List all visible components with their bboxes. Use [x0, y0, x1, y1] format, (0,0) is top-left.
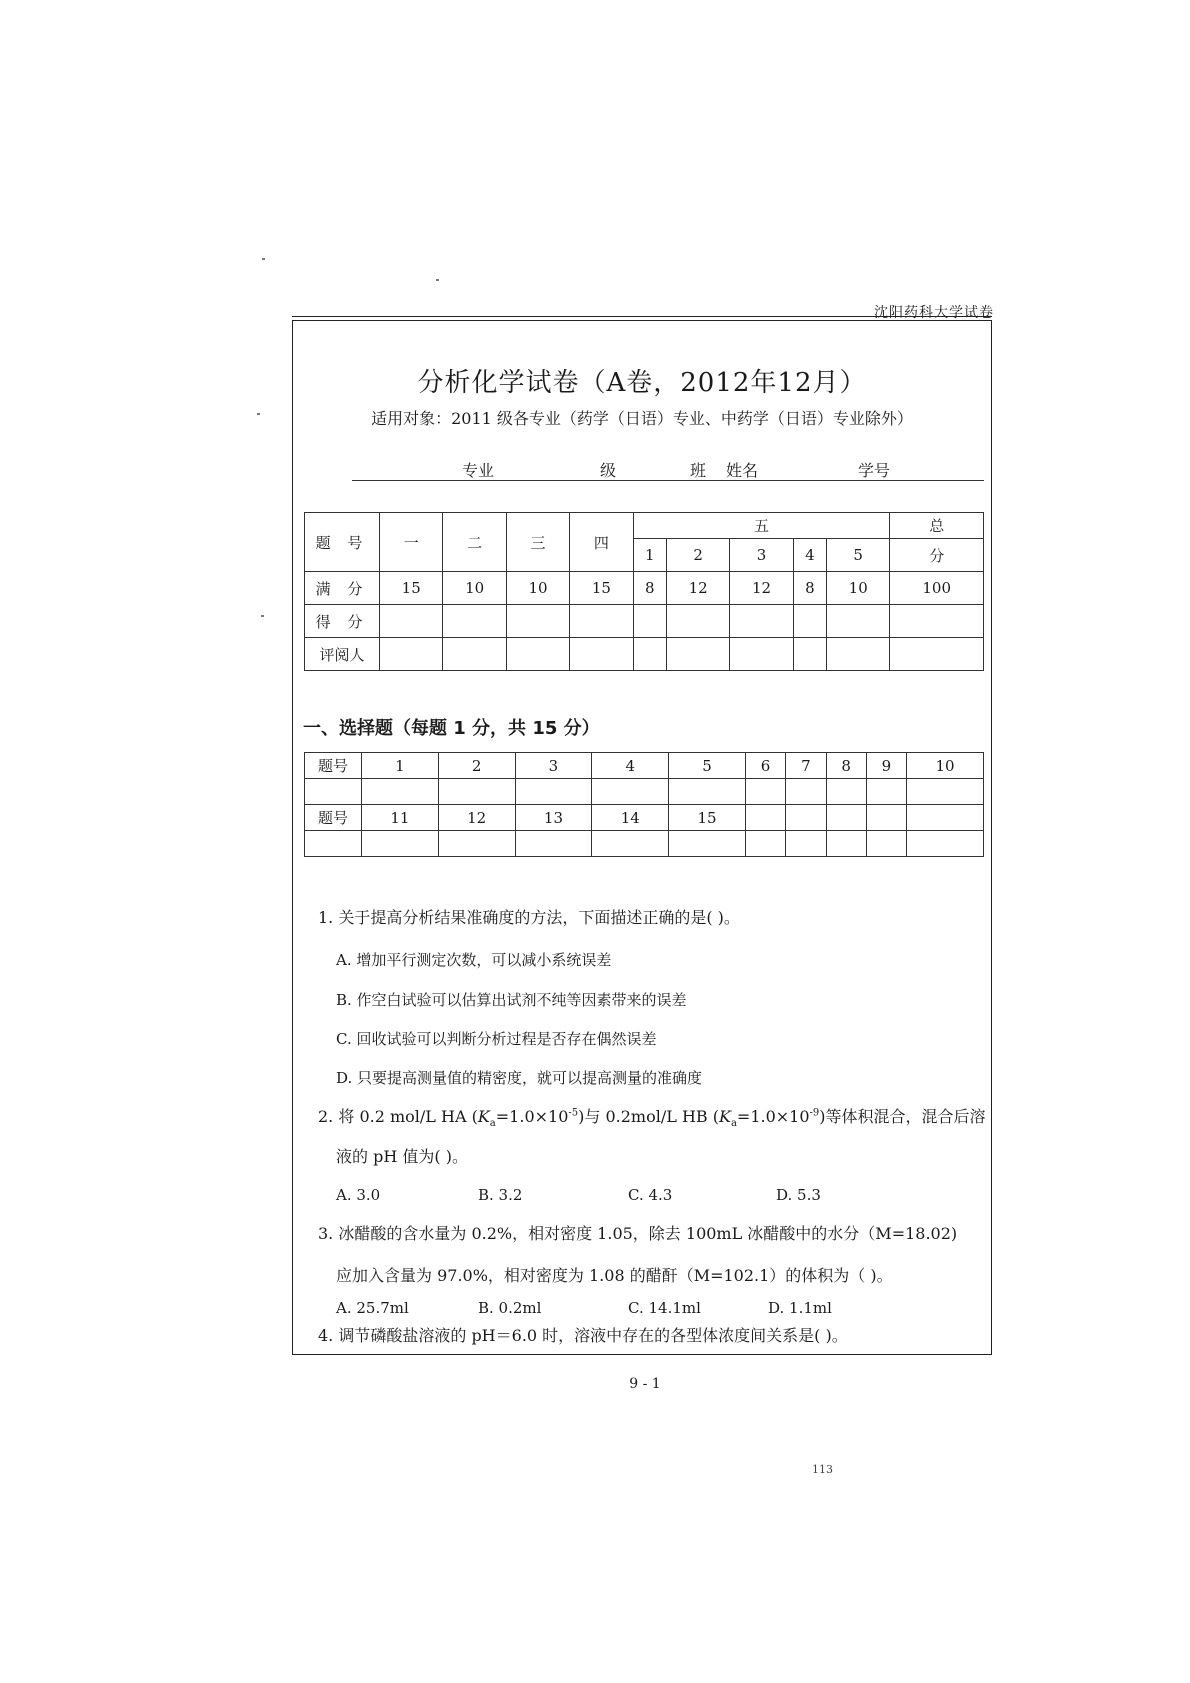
section-5-part: 1	[633, 539, 666, 572]
row-got-label: 得 分	[305, 605, 380, 638]
grader-cell[interactable]	[380, 638, 443, 671]
student-info-line	[352, 458, 984, 481]
question-4: 4. 调节磷酸盐溶液的 pH＝6.0 时，溶液中存在的各型体浓度间关系是( )。	[318, 1326, 848, 1345]
total-header-1: 总	[890, 513, 984, 539]
q1-option-d: D. 只要提高测量值的精密度，就可以提高测量的准确度	[336, 1069, 703, 1087]
full-score: 10	[443, 572, 506, 605]
section-5-part: 4	[793, 539, 826, 572]
full-score: 12	[730, 572, 793, 605]
question-number: 11	[362, 805, 439, 831]
score-cell[interactable]	[827, 605, 890, 638]
section-1-header: 一	[380, 513, 443, 572]
score-cell[interactable]	[443, 605, 506, 638]
q2-option-d: D. 5.3	[776, 1186, 821, 1204]
grader-cell[interactable]	[890, 638, 984, 671]
question-number: 15	[669, 805, 746, 831]
answer-cell[interactable]	[362, 831, 439, 857]
row-full-label: 满 分	[305, 572, 380, 605]
score-cell[interactable]	[506, 605, 569, 638]
question-number: 4	[592, 753, 669, 779]
score-cell[interactable]	[666, 605, 729, 638]
score-cell[interactable]	[633, 605, 666, 638]
section-4-header: 四	[570, 513, 633, 572]
answer-cell[interactable]	[866, 779, 906, 805]
name-label: 姓名	[726, 461, 759, 480]
section-5-part: 2	[666, 539, 729, 572]
q1-option-a: A. 增加平行测定次数，可以减小系统误差	[336, 951, 612, 969]
grader-cell[interactable]	[793, 638, 826, 671]
answer-cell[interactable]	[438, 779, 515, 805]
section1-title: 一、选择题（每题 1 分，共 15 分）	[303, 718, 600, 739]
id-label: 学号	[858, 461, 891, 480]
grader-cell[interactable]	[827, 638, 890, 671]
question-2-line-2: 液的 pH 值为( )。	[336, 1147, 468, 1166]
answer-cell[interactable]	[786, 779, 826, 805]
question-number: 9	[866, 753, 906, 779]
score-table	[304, 512, 984, 671]
answer-cell[interactable]	[745, 779, 785, 805]
exam-scope: 适用对象：2011 级各专业（药学（日语）专业、中药学（日语）专业除外）	[371, 409, 913, 428]
full-score: 10	[827, 572, 890, 605]
section-5-header: 五	[633, 513, 890, 539]
question-number: 3	[515, 753, 592, 779]
grader-cell[interactable]	[506, 638, 569, 671]
question-number: 7	[786, 753, 826, 779]
question-3-line-1: 3. 冰醋酸的含水量为 0.2%，相对密度 1.05，除去 100mL 冰醋酸中的水分（M=18.02)	[318, 1224, 958, 1243]
answer-cell[interactable]	[592, 831, 669, 857]
q3-option-c: C. 14.1ml	[628, 1299, 701, 1317]
grade-label: 级	[600, 461, 617, 480]
q3-option-b: B. 0.2ml	[478, 1299, 542, 1317]
question-number: 1	[362, 753, 439, 779]
section-3-header: 三	[506, 513, 569, 572]
q3-option-a: A. 25.7ml	[336, 1299, 409, 1317]
grader-cell[interactable]	[730, 638, 793, 671]
section-5-part: 5	[827, 539, 890, 572]
question-number: 10	[907, 753, 984, 779]
question-3-line-2: 应加入含量为 97.0%，相对密度为 1.08 的醋酐（M=102.1）的体积为（ )。	[336, 1266, 893, 1285]
score-cell[interactable]	[380, 605, 443, 638]
question-number: 5	[669, 753, 746, 779]
question-number: 6	[745, 753, 785, 779]
scan-speck	[436, 279, 439, 281]
answer-cell[interactable]	[669, 831, 746, 857]
question-2-line-1: 2. 将 0.2 mol/L HA $(K_a=1.0\times 10^{-5})$与 0.2mol/L HB $(K_a=1.0\times 10^{-9})$等体积混合，混合后溶	[318, 1107, 986, 1130]
answer-cell[interactable]	[669, 779, 746, 805]
col-header: 题 号	[305, 513, 380, 572]
scan-speck	[257, 413, 260, 415]
q2-option-b: B. 3.2	[478, 1186, 523, 1204]
question-1: 1. 关于提高分析结果准确度的方法，下面描述正确的是( )。	[318, 908, 740, 927]
total-header-2: 分	[890, 539, 984, 572]
major-label: 专业	[462, 461, 495, 480]
row-grader-label: 评阅人	[305, 638, 380, 671]
full-score: 15	[380, 572, 443, 605]
answer-cell[interactable]	[515, 831, 592, 857]
q1-option-b: B. 作空白试验可以估算出试剂不纯等因素带来的误差	[336, 991, 687, 1009]
question-number: 13	[515, 805, 592, 831]
question-number: 2	[438, 753, 515, 779]
answer-label: 题号	[305, 805, 362, 831]
answer-cell[interactable]	[362, 779, 439, 805]
answer-cell[interactable]	[438, 831, 515, 857]
score-cell[interactable]	[793, 605, 826, 638]
score-cell[interactable]	[730, 605, 793, 638]
q1-option-c: C. 回收试验可以判断分析过程是否存在偶然误差	[336, 1030, 657, 1048]
exam-title: 分析化学试卷（A卷，2012年12月）	[417, 368, 867, 398]
answer-table	[304, 752, 984, 857]
answer-cell[interactable]	[592, 779, 669, 805]
page-number: 9 - 1	[629, 1376, 661, 1392]
score-cell[interactable]	[890, 605, 984, 638]
grader-cell[interactable]	[666, 638, 729, 671]
section-2-header: 二	[443, 513, 506, 572]
scan-speck	[262, 258, 265, 260]
q2-option-a: A. 3.0	[336, 1186, 381, 1204]
header-rule	[292, 316, 992, 317]
scan-speck	[261, 615, 264, 617]
full-score: 8	[793, 572, 826, 605]
grader-cell[interactable]	[570, 638, 633, 671]
full-score: 100	[890, 572, 984, 605]
question-number: 12	[438, 805, 515, 831]
answer-cell[interactable]	[907, 779, 984, 805]
section-5-part: 3	[730, 539, 793, 572]
scan-page-number: 113	[812, 1463, 833, 1476]
full-score: 10	[506, 572, 569, 605]
answer-label: 题号	[305, 753, 362, 779]
grader-cell[interactable]	[443, 638, 506, 671]
answer-cell[interactable]	[826, 779, 866, 805]
score-cell[interactable]	[570, 605, 633, 638]
full-score: 12	[666, 572, 729, 605]
answer-cell[interactable]	[515, 779, 592, 805]
university-header: 沈阳药科大学试卷	[874, 305, 994, 321]
q2-option-c: C. 4.3	[628, 1186, 673, 1204]
question-number: 8	[826, 753, 866, 779]
class-label: 班	[690, 461, 707, 480]
q3-option-d: D. 1.1ml	[768, 1299, 832, 1317]
grader-cell[interactable]	[633, 638, 666, 671]
full-score: 8	[633, 572, 666, 605]
full-score: 15	[570, 572, 633, 605]
question-number: 14	[592, 805, 669, 831]
